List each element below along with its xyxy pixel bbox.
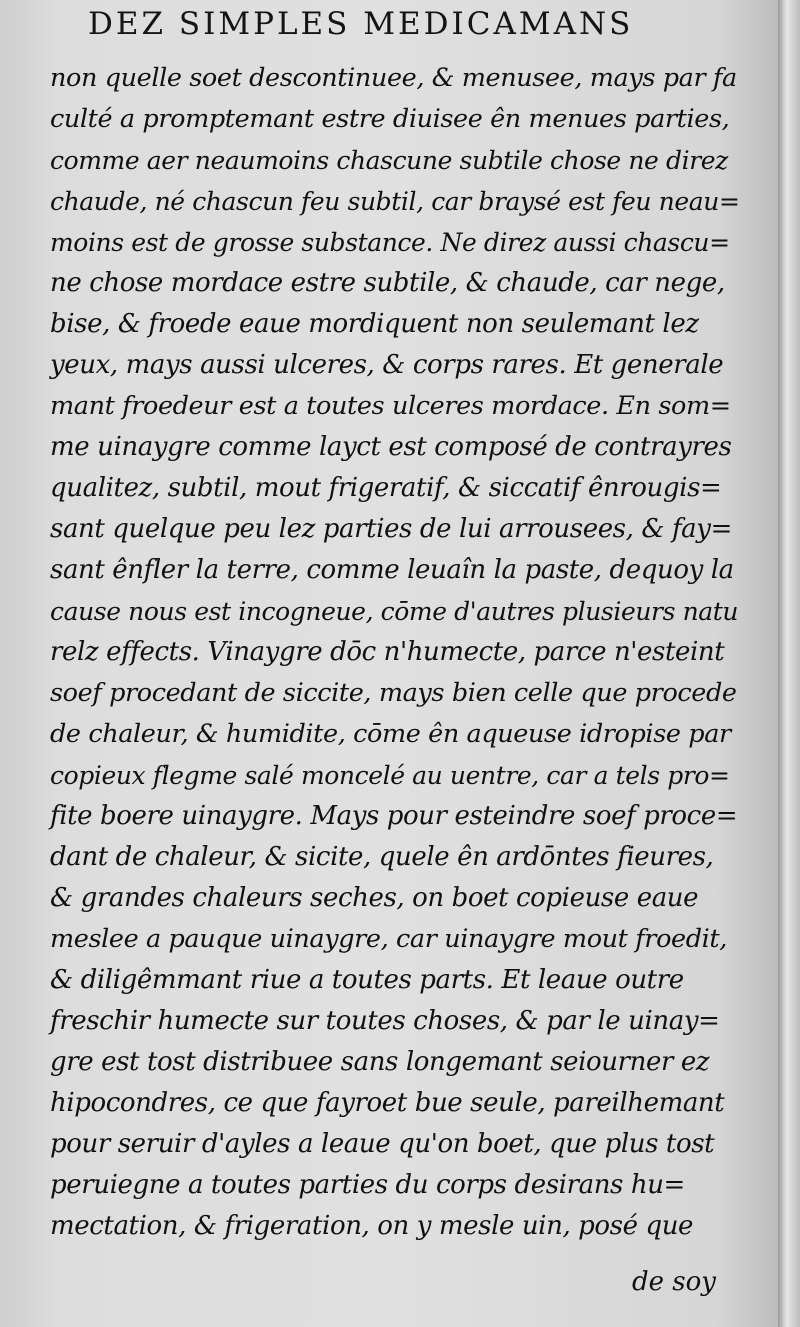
text-line: pour seruir d'ayles a leaue qu'on boet, que plus tost — [50, 1129, 715, 1159]
text-line: fite boere uinaygre. Mays pour esteindre soef proce= — [50, 801, 738, 831]
body-text — [50, 58, 740, 1247]
text-line: & diligêmmant riue a toutes parts. Et leaue outre — [50, 965, 684, 995]
text-line: sant ênfler la terre, comme leuaîn la paste, dequoy la — [50, 555, 734, 585]
text-line: peruiegne a toutes parties du corps desirans hu= — [50, 1170, 685, 1200]
text-line: sant quelque peu lez parties de lui arrousees, & fay= — [50, 514, 732, 544]
text-line: qualitez, subtil, mout frigeratif, & siccatif ênrougis= — [50, 473, 722, 503]
text-line: meslee a pauque uinaygre, car uinaygre mout froedit, — [50, 924, 727, 954]
text-line: de chaleur, & humidite, cōme ên aqueuse idropise par — [50, 719, 731, 749]
text-line: gre est tost distribuee sans longemant seiourner ez — [50, 1047, 710, 1077]
text-line: dant de chaleur, & sicite, quele ên ardōntes fieures, — [50, 842, 714, 872]
text-line: hipocondres, ce que fayroet bue seule, pareilhemant — [50, 1088, 725, 1118]
page-edge — [778, 0, 800, 1327]
text-line: ne chose mordace estre subtile, & chaude, car nege, — [50, 268, 725, 298]
catchword: de soy — [632, 1267, 716, 1297]
text-line: yeux, mays aussi ulceres, & corps rares. Et generale — [50, 350, 724, 380]
text-line: relz effects. Vinaygre dōc n'humecte, parce n'esteint — [50, 637, 725, 667]
text-line: chaude, né chascun feu subtil, car braysé est feu neau= — [50, 187, 740, 216]
text-line: cause nous est incogneue, cōme d'autres plusieurs natu — [50, 597, 739, 626]
text-line: copieux flegme salé moncelé au uentre, car a tels pro= — [50, 761, 730, 790]
running-head: DEZ SIMPLES MEDICAMANS — [88, 6, 634, 42]
text-line: comme aer neaumoins chascune subtile chose ne direz — [50, 146, 728, 175]
text-line: non quelle soet descontinuee, & menusee, mays par fa — [50, 63, 737, 93]
text-line: mectation, & frigeration, on y mesle uin, posé que — [50, 1211, 694, 1241]
text-line: freschir humecte sur toutes choses, & par le uinay= — [50, 1006, 720, 1036]
text-line: & grandes chaleurs seches, on boet copieuse eaue — [50, 883, 699, 913]
text-line: mant froedeur est a toutes ulceres mordace. En som= — [50, 391, 731, 421]
text-line: me uinaygre comme layct est composé de contrayres — [50, 432, 732, 462]
text-line: soef procedant de siccite, mays bien celle que procede — [50, 678, 737, 708]
text-line: culté a promptemant estre diuisee ên menues parties, — [50, 104, 730, 134]
text-line: moins est de grosse substance. Ne direz aussi chascu= — [50, 228, 730, 257]
text-line: bise, & froede eaue mordiquent non seulemant lez — [50, 309, 699, 339]
